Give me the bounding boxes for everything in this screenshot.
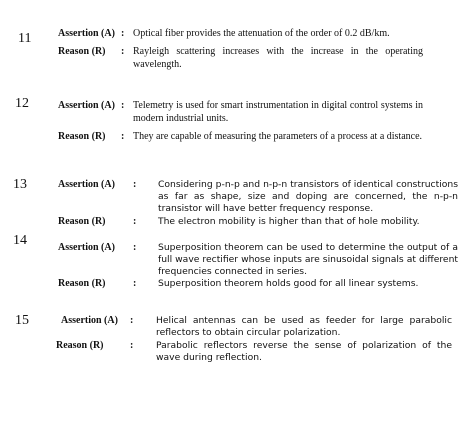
reason-text: The electron mobility is higher than that of hole mobility. bbox=[158, 216, 420, 227]
question-number: 12 bbox=[15, 96, 29, 111]
assertion-text: Superposition theorem can be used to determine the output of a full wave rectifier whose inputs are sinusoidal signals at different frequencies connected in series. bbox=[158, 242, 458, 277]
reason-label: Reason (R) bbox=[56, 340, 104, 351]
separator-colon: : bbox=[133, 278, 137, 289]
separator-colon: : bbox=[121, 46, 125, 57]
separator-colon: : bbox=[121, 131, 125, 142]
question-number: 13 bbox=[13, 177, 27, 192]
assertion-text: Considering p-n-p and n-p-n transistors of identical constructions as far as shape, size and doping are concerned, the n-p-n transistor will have better frequency response. bbox=[158, 179, 458, 214]
assertion-text: Optical fiber provides the attenuation of the order of 0.2 dB/km. bbox=[133, 28, 390, 39]
reason-label: Reason (R) bbox=[58, 46, 106, 57]
assertion-label: Assertion (A) bbox=[58, 242, 115, 253]
question-number: 15 bbox=[15, 313, 29, 328]
separator-colon: : bbox=[133, 216, 137, 227]
reason-text: Parabolic reflectors reverse the sense of polarization of the wave during reflection. bbox=[156, 340, 452, 363]
separator-colon: : bbox=[130, 315, 134, 326]
question-number: 14 bbox=[13, 233, 27, 248]
reason-label: Reason (R) bbox=[58, 131, 106, 142]
assertion-text: Helical antennas can be used as feeder for large parabolic reflectors to obtain circular polarization. bbox=[156, 315, 452, 338]
reason-label: Reason (R) bbox=[58, 216, 106, 227]
assertion-label: Assertion (A) bbox=[58, 100, 115, 111]
separator-colon: : bbox=[121, 28, 125, 39]
reason-text: They are capable of measuring the parameters of a process at a distance. bbox=[133, 131, 423, 142]
assertion-text: Telemetry is used for smart instrumentation in digital control systems in modern industrial units. bbox=[133, 100, 423, 124]
assertion-label: Assertion (A) bbox=[58, 179, 115, 190]
separator-colon: : bbox=[133, 179, 137, 190]
separator-colon: : bbox=[130, 340, 134, 351]
assertion-label: Assertion (A) bbox=[61, 315, 118, 326]
reason-label: Reason (R) bbox=[58, 278, 106, 289]
reason-text: Rayleigh scattering increases with the increase in the operating wavelength. bbox=[133, 46, 423, 70]
separator-colon: : bbox=[133, 242, 137, 253]
separator-colon: : bbox=[121, 100, 125, 111]
reason-text: Superposition theorem holds good for all linear systems. bbox=[158, 278, 419, 289]
assertion-label: Assertion (A) bbox=[58, 28, 115, 39]
question-number: 11 bbox=[18, 31, 32, 46]
